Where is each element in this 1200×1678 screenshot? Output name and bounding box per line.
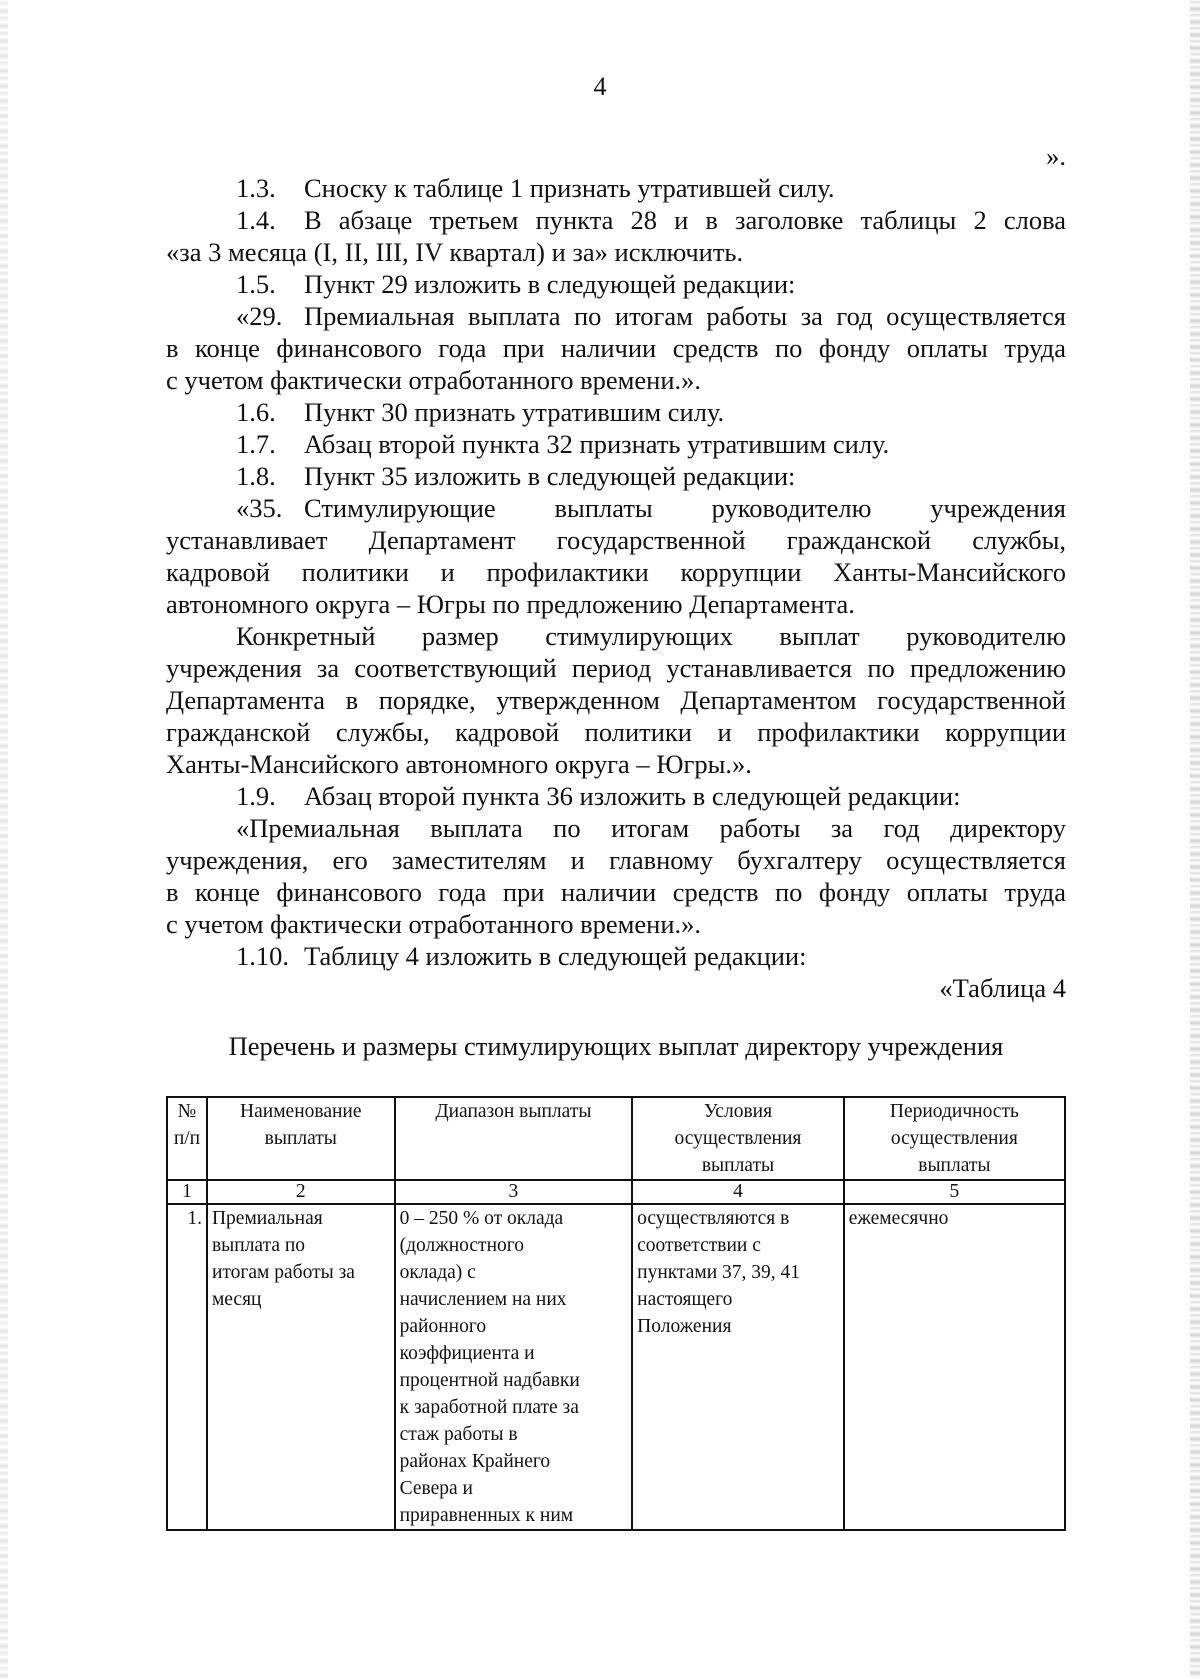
paragraph-1-6: [166, 396, 1066, 428]
paragraph-1-3: [166, 172, 1066, 204]
paragraph-text: с учетом фактически отработанного времени.».: [166, 365, 701, 395]
paragraph-text: Пункт 29 изложить в следующей редакции:: [304, 269, 796, 299]
column-number: 1: [167, 1180, 207, 1204]
header-line: №: [177, 1101, 197, 1122]
table-row: [167, 1204, 1065, 1530]
table-caption: Перечень и размеры стимулирующих выплат директору учреждения: [228, 1031, 1004, 1061]
header-cell-name: [207, 1097, 395, 1180]
header-line: Наименование: [240, 1101, 362, 1122]
paragraph-text: с учетом фактически отработанного времени.».: [166, 909, 701, 939]
paragraph-text: гражданской службы, кадровой политики и профилактики коррупции: [166, 717, 1066, 747]
paragraph-number: 1.4.: [236, 205, 276, 235]
cell-line: (должностного: [399, 1235, 525, 1256]
header-line: выплаты: [918, 1155, 991, 1176]
paragraph-text: учреждения, его заместителям и главному бухгалтеру осуществляется: [166, 845, 1066, 875]
paragraph-text: Таблицу 4 изложить в следующей редакции:: [304, 941, 807, 971]
cell-line: пунктами 37, 39, 41: [637, 1262, 801, 1283]
paragraph-text: В абзаце третьем пункта 28 и в заголовке таблицы 2 слова: [304, 205, 1066, 235]
payment-name-cell: [207, 1204, 395, 1530]
paragraph-number: 1.10.: [236, 941, 289, 971]
cell-line: 0 – 250 % от оклада: [399, 1208, 564, 1229]
cell-line: Севера и: [399, 1478, 473, 1499]
paragraph-1-8: [166, 460, 1066, 492]
cell-line: ежемесячно: [848, 1208, 949, 1229]
cell-line: коэффициента и: [399, 1343, 535, 1364]
cell-line: 1.: [187, 1208, 202, 1229]
table-header-row: [167, 1097, 1065, 1180]
closing-quote: ».: [1046, 141, 1066, 171]
paragraph-text: Конкретный размер стимулирующих выплат руководителю: [236, 621, 1066, 651]
paragraph-number: 1.7.: [236, 429, 276, 459]
header-line: п/п: [173, 1128, 201, 1149]
cell-line: осуществляются в: [637, 1208, 790, 1229]
paragraph-number: «35.: [236, 493, 283, 523]
cell-line: оклада) с: [399, 1262, 476, 1283]
paragraph-1-7: [166, 428, 1066, 460]
header-line: Диапазон выплаты: [435, 1101, 592, 1122]
cell-line: процентной надбавки: [399, 1370, 580, 1391]
header-line: Условия: [703, 1101, 773, 1122]
paragraph-number: 1.5.: [236, 269, 276, 299]
paragraph-1-5: [166, 268, 1066, 300]
header-cell-range: [395, 1097, 633, 1180]
header-cell-conditions: [632, 1097, 844, 1180]
cell-line: выплата по: [211, 1235, 306, 1256]
paragraph-text: в конце финансового года при наличии средств по фонду оплаты труда: [166, 877, 1066, 907]
cell-line: районах Крайнего: [399, 1451, 551, 1472]
header-line: осуществления: [674, 1128, 802, 1149]
paragraph-text: Абзац второй пункта 32 признать утратившим силу.: [304, 429, 890, 459]
paragraph-text: в конце финансового года при наличии средств по фонду оплаты труда: [166, 333, 1066, 363]
column-number: 3: [395, 1180, 633, 1204]
cell-line: Премиальная: [211, 1208, 323, 1229]
column-number-row: [167, 1180, 1065, 1204]
paragraph-text: автономного округа – Югры по предложению Департамента.: [166, 589, 855, 619]
paragraph-29: [166, 300, 1066, 332]
cell-line: к заработной плате за: [399, 1397, 579, 1418]
cell-line: настоящего: [637, 1289, 733, 1310]
paragraph-text: Стимулирующие выплаты руководителю учреждения: [304, 493, 1066, 523]
paragraph-text: учреждения за соответствующий период устанавливается по предложению: [166, 653, 1066, 683]
paragraph-text: Департамента в порядке, утвержденном Департаментом государственной: [166, 685, 1066, 715]
paragraph-text: Сноску к таблице 1 признать утратившей силу.: [304, 173, 835, 203]
paragraph-35: [166, 492, 1066, 524]
payment-periodicity-cell: [844, 1204, 1065, 1530]
column-number: 5: [844, 1180, 1065, 1204]
paragraph-number: 1.6.: [236, 397, 276, 427]
paragraph-text: Премиальная выплата по итогам работы за год осуществляется: [304, 301, 1066, 331]
paragraph-1-4: [166, 204, 1066, 236]
scan-edge-left: [0, 0, 8, 1678]
document-body: [166, 140, 1066, 1004]
payments-table: [166, 1096, 1066, 1531]
cell-line: итогам работы за: [211, 1262, 355, 1283]
paragraph-1-9: [166, 780, 1066, 812]
payment-conditions-cell: [632, 1204, 844, 1530]
paragraph-text: Ханты-Мансийского автономного округа – Югры.».: [166, 749, 752, 779]
paragraph-text: «Премиальная выплата по итогам работы за год директору: [236, 813, 1066, 843]
paragraph-number: 1.8.: [236, 461, 276, 491]
paragraph-number: 1.9.: [236, 781, 276, 811]
header-line: Периодичность: [889, 1101, 1019, 1122]
paragraph-text: «за 3 месяца (I, II, III, IV квартал) и за» исключить.: [166, 237, 744, 267]
cell-line: Положения: [637, 1316, 732, 1337]
header-line: выплаты: [264, 1128, 337, 1149]
paragraph-text: Пункт 35 изложить в следующей редакции:: [304, 461, 796, 491]
header-line: осуществления: [890, 1128, 1018, 1149]
table-label: «Таблица 4: [939, 973, 1066, 1003]
cell-line: месяц: [211, 1289, 262, 1310]
header-line: выплаты: [701, 1155, 775, 1176]
cell-line: соответствии с: [637, 1235, 761, 1256]
column-number: 4: [632, 1180, 844, 1204]
paragraph-number: «29.: [236, 301, 283, 331]
paragraph-text: кадровой политики и профилактики коррупции Ханты-Мансийского: [166, 557, 1066, 587]
header-cell-number: [167, 1097, 207, 1180]
scan-edge-right: [1190, 0, 1200, 1678]
row-number: [167, 1204, 207, 1530]
payment-range-cell: [395, 1204, 633, 1530]
header-cell-periodicity: [844, 1097, 1065, 1180]
paragraph-text: Пункт 30 признать утратившим силу.: [304, 397, 725, 427]
paragraph-text: Абзац второй пункта 36 изложить в следующей редакции:: [304, 781, 961, 811]
page-number: 4: [593, 72, 607, 101]
cell-line: стаж работы в: [399, 1424, 518, 1445]
paragraph-number: 1.3.: [236, 173, 276, 203]
paragraph-1-10: [166, 940, 1066, 972]
cell-line: начислением на них: [399, 1289, 567, 1310]
cell-line: приравненных к ним: [399, 1505, 574, 1526]
column-number: 2: [207, 1180, 395, 1204]
paragraph-text: устанавливает Департамент государственной гражданской службы,: [166, 525, 1066, 555]
cell-line: районного: [399, 1316, 487, 1337]
